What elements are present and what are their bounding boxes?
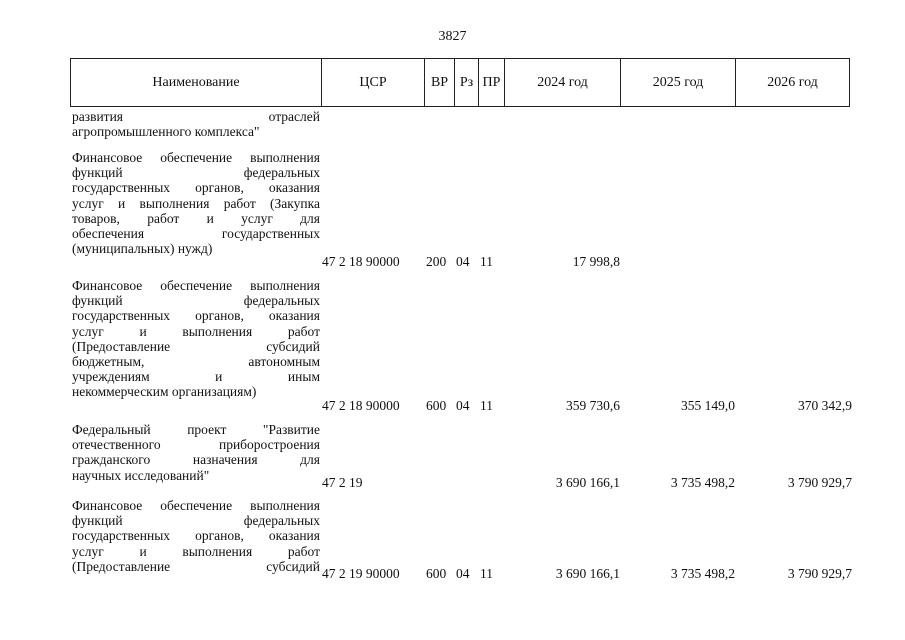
name-line: некоммерческим организациям) [72,384,257,400]
header-csr: ЦСР [321,59,424,106]
value-2024: 17 998,8 [572,254,620,269]
pr-value: 11 [480,398,493,413]
header-2026: 2026 год [735,59,849,106]
header-2025: 2025 год [620,59,735,106]
rz-value: 04 [456,254,470,269]
name-line: (Предоставление субсидий [72,558,320,574]
csr-value: 47 2 19 [322,475,363,490]
name-line: (муниципальных) нужд) [72,241,213,257]
name-line: функций федеральных [72,165,320,181]
name-line: развития отраслей [72,109,320,124]
row-name [72,278,320,400]
name-line: Финансовое обеспечение выполнения [72,278,320,293]
header-rz: Рз [454,59,478,106]
pr-value: 11 [480,254,493,269]
value-2024: 3 690 166,1 [555,475,620,490]
name-line: агропромышленного комплекса" [72,124,260,140]
rz-value: 04 [456,398,470,413]
name-line: отечественного приборостроения [72,437,320,453]
name-line: государственных органов, оказания [72,180,320,196]
header-vr: ВР [424,59,454,106]
value-2025: 3 735 498,2 [670,566,735,581]
name-line: Федеральный проект "Развитие [72,422,320,437]
name-line: функций федеральных [72,293,320,309]
name-line: учреждениям и иным [72,369,320,385]
vr-value: 600 [426,398,447,413]
header-pr: ПР [478,59,504,106]
value-2025: 355 149,0 [681,398,735,413]
row-name [72,498,320,574]
vr-value: 200 [426,254,447,269]
value-2024: 359 730,6 [566,398,620,413]
name-line: бюджетным, автономным [72,353,320,369]
rz-value: 04 [456,566,470,581]
row-name [72,109,320,139]
name-line: Финансовое обеспечение выполнения [72,150,320,165]
value-2026: 3 790 929,7 [787,566,852,581]
table-header [70,58,850,107]
name-line: услуг и выполнения работ (Закупка [72,195,320,211]
name-line: функций федеральных [72,513,320,529]
value-2025: 3 735 498,2 [670,475,735,490]
name-line: Финансовое обеспечение выполнения [72,498,320,513]
header-2024: 2024 год [504,59,620,106]
row-name [72,422,320,483]
value-2026: 370 342,9 [798,398,852,413]
page-number: 3827 [438,29,467,44]
pr-value: 11 [480,566,493,581]
name-line: (Предоставление субсидий [72,338,320,354]
value-2026: 3 790 929,7 [787,475,852,490]
name-line: услуг и выполнения работ [72,323,320,339]
csr-value: 47 2 18 90000 [322,254,400,269]
vr-value: 600 [426,566,447,581]
name-line: государственных органов, оказания [72,308,320,324]
name-line: научных исследований" [72,467,210,483]
row-name [72,150,320,256]
value-2024: 3 690 166,1 [555,566,620,581]
name-line: государственных органов, оказания [72,528,320,544]
name-line: обеспечения государственных [72,225,320,241]
csr-value: 47 2 19 90000 [322,566,400,581]
name-line: услуг и выполнения работ [72,543,320,559]
header-name: Наименование [152,75,240,90]
name-line: гражданского назначения для [72,452,320,468]
csr-value: 47 2 18 90000 [322,398,400,413]
name-line: товаров, работ и услуг для [72,210,320,226]
